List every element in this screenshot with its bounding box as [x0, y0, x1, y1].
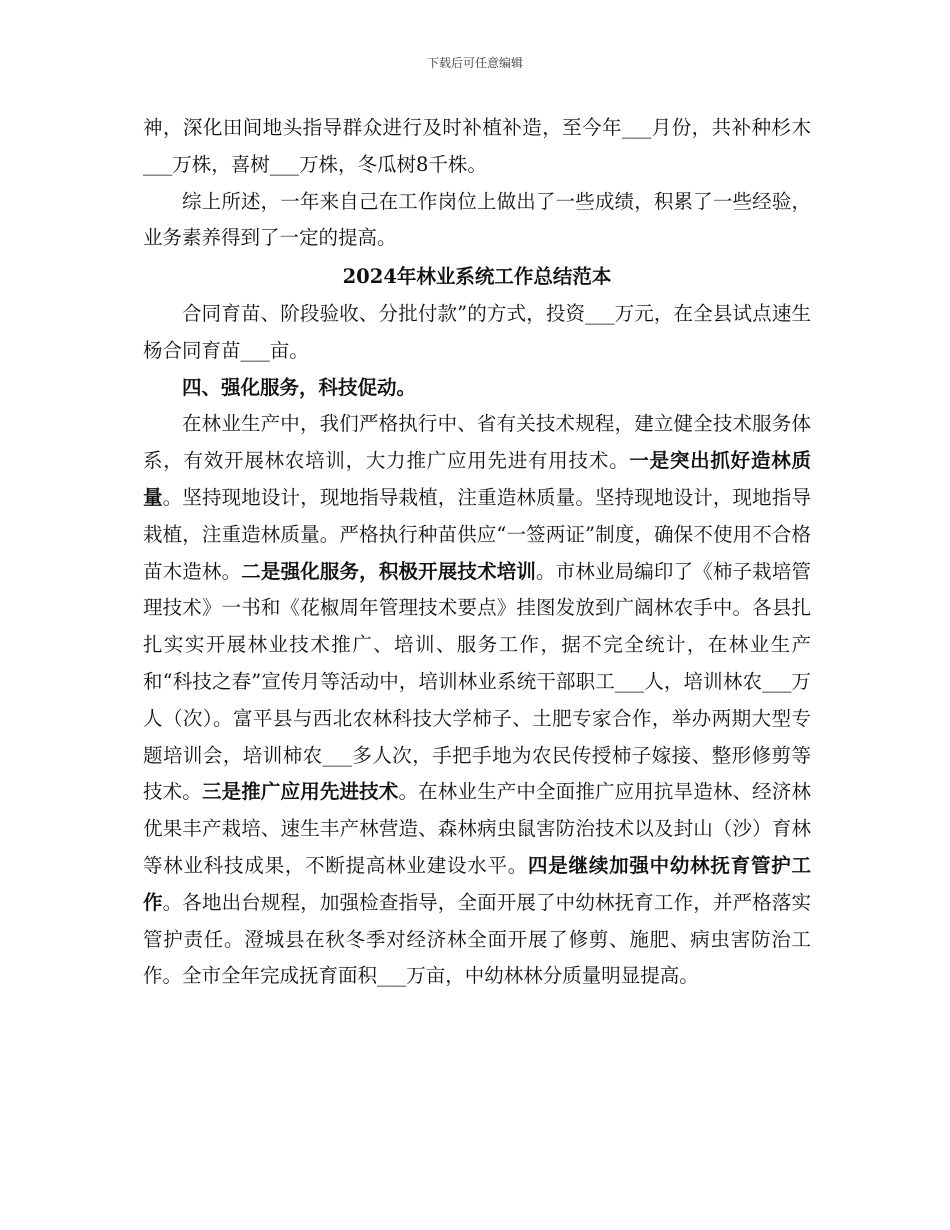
paragraph-tech-service	[143, 406, 811, 995]
paragraph-seedling: 合同育苗、阶段验收、分批付款”的方式，投资___万元，在全县试点速生杨合同育苗___亩。	[143, 301, 811, 362]
bold-point-4: 四是继续加强中幼林抚育管护工作	[143, 853, 811, 914]
bold-point-3: 三是推广应用先进技术	[201, 780, 399, 804]
text-segment: 在林业生产中，我们严格执行中、省有关技术规程，建立健全技术服务体系，有效开展林农培训，大力推广应用先进有用技术。	[143, 412, 811, 473]
paragraph-summary: 综上所述，一年来自己在工作岗位上做出了一些成绩，积累了一些经验，业务素养得到了一定的提高。	[143, 189, 811, 250]
paragraph-continuation: 神，深化田间地头指导群众进行及时补植补造，至今年___月份，共补种杉木___万株，喜树___万株，冬瓜树8千株。	[143, 116, 811, 176]
bold-point-1: 一是突出抓好造林质量	[143, 449, 811, 509]
text-segment: 。市林业局编印了《柿子栽培管理技术》一书和《花椒周年管理技术要点》挂图发放到广阔林农手中。各县扎扎实实开展林业技术推广、培训、服务工作，据不完全统计，在林业生产和“科技之春”宣传月等活动中，培训林业系统干部职工___人，培训林农___万人（次）。富平县与西北农林科技大学柿子、土肥专家合作，举办两期大型专题培训会，培训柿农___多人次，手把手地为农民传授柿子嫁接、整形修剪等技术。	[143, 559, 811, 804]
page-header: 下载后可任意编辑	[426, 56, 523, 70]
text-segment: 。各地出台规程，加强检查指导，全面开展了中幼林抚育工作，并严格落实管护责任。澄城县在秋冬季对经济林全面开展了修剪、施肥、病虫害防治工作。全市全年完成抚育面积___万亩，中幼林林分质量明显提高。	[143, 890, 811, 988]
section-heading-4: 四、强化服务，科技促动。	[182, 375, 417, 399]
bold-point-2: 二是强化服务，积极开展技术培训	[241, 559, 537, 583]
text-segment: 。在林业生产中全面推广应用抗旱造林、经济林优果丰产栽培、速生丰产林营造、森林病虫鼠害防治技术以及封山（沙）育林等林业科技成果，不断提高林业建设水平。	[143, 780, 811, 877]
document-title: 2024年林业系统工作总结范本	[342, 265, 612, 289]
text-segment: 。坚持现地设计，现地指导栽植，注重造林质量。坚持现地设计，现地指导栽植，注重造林质量。严格执行种苗供应“一签两证”制度，确保不使用不合格苗木造林。	[143, 485, 811, 583]
document-body	[143, 110, 811, 995]
